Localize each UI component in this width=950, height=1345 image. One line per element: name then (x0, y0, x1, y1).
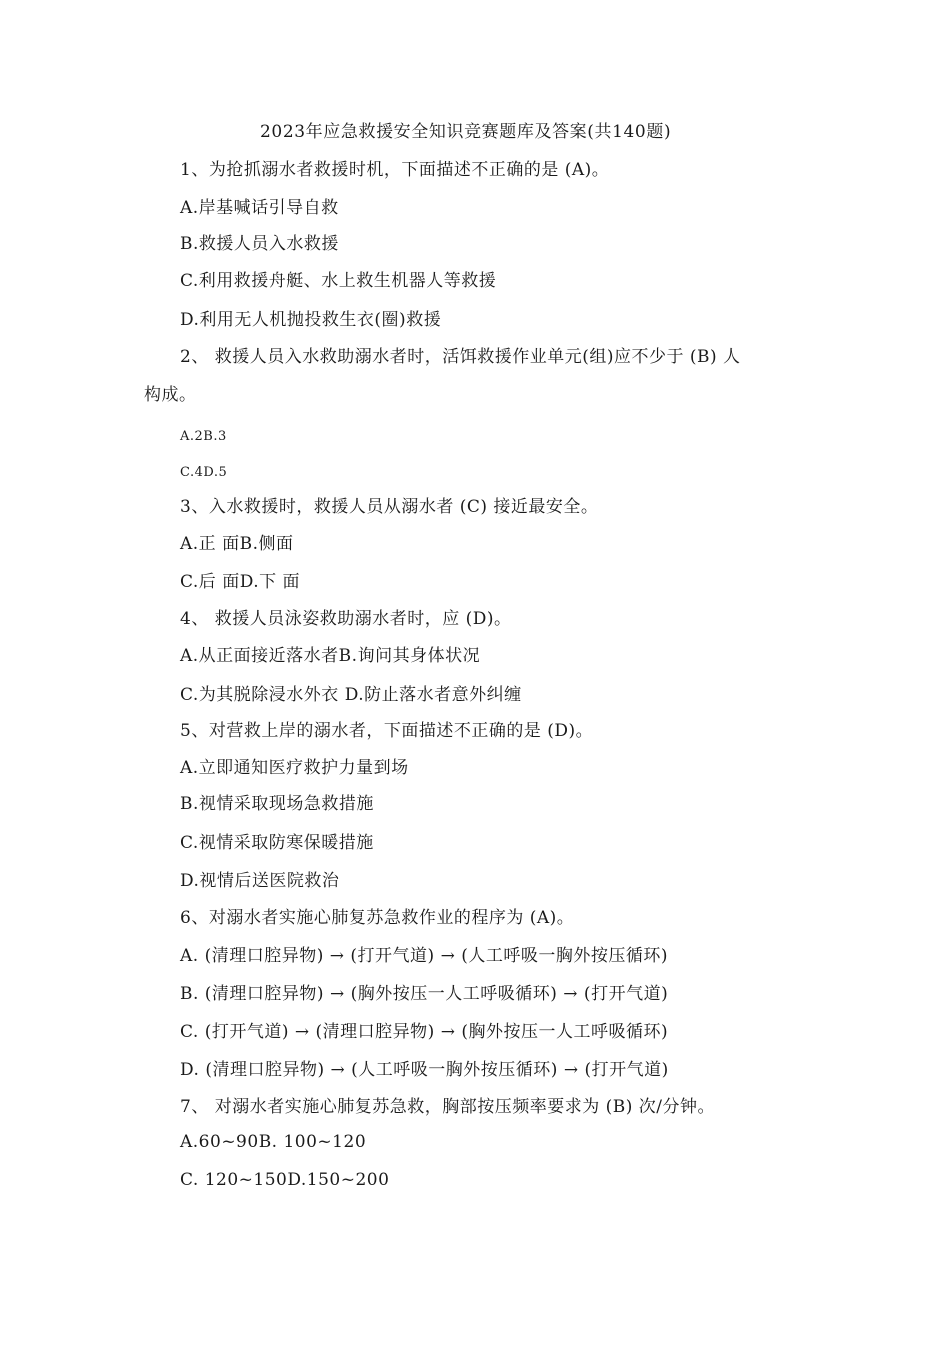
question-7-options-cd: C. 120~150D.150~200 (180, 1170, 390, 1190)
question-5-stem: 5、对营救上岸的溺水者，下面描述不正确的是 (D)。 (180, 721, 594, 741)
question-4-options-cd: C.为其脱除浸水外衣 D.防止落水者意外纠缠 (180, 685, 522, 705)
question-1-option-d: D.利用无人机抛投救生衣(圈)救援 (180, 310, 442, 330)
question-3-stem: 3、入水救援时，救援人员从溺水者 (C) 接近最安全。 (180, 497, 599, 517)
question-1-option-b: B.救援人员入水救援 (180, 234, 339, 254)
question-2-options-ab: A.2B.3 (180, 429, 227, 444)
question-2-options-cd: C.4D.5 (180, 465, 228, 480)
question-6-option-d: D. (清理口腔异物) → (人工呼吸一胸外按压循环) → (打开气道) (180, 1060, 669, 1080)
question-4-options-ab: A.从正面接近落水者B.询问其身体状况 (180, 646, 481, 666)
question-1-option-c: C.利用救援舟艇、水上救生机器人等救援 (180, 271, 497, 291)
question-4-stem: 4、 救援人员泳姿救助溺水者时，应 (D)。 (180, 609, 512, 629)
question-7-stem: 7、 对溺水者实施心肺复苏急救，胸部按压频率要求为 (B) 次/分钟。 (180, 1097, 716, 1117)
question-5-option-c: C.视情采取防寒保暖措施 (180, 833, 374, 853)
question-5-option-a: A.立即通知医疗救护力量到场 (180, 758, 409, 778)
question-5-option-d: D.视情后送医院救治 (180, 871, 340, 891)
question-6-option-b: B. (清理口腔异物) → (胸外按压一人工呼吸循环) → (打开气道) (180, 984, 669, 1004)
question-3-options-ab: A.正 面B.侧面 (180, 534, 294, 554)
question-1-option-a: A.岸基喊话引导自救 (180, 198, 339, 218)
question-6-stem: 6、对溺水者实施心肺复苏急救作业的程序为 (A)。 (180, 908, 575, 928)
question-7-options-ab: A.60~90B. 100~120 (180, 1132, 367, 1152)
document-title: 2023年应急救援安全知识竞赛题库及答案(共140题) (260, 122, 672, 142)
question-5-option-b: B.视情采取现场急救措施 (180, 794, 374, 814)
question-6-option-c: C. (打开气道) → (清理口腔异物) → (胸外按压一人工呼吸循环) (180, 1022, 669, 1042)
question-6-option-a: A. (清理口腔异物) → (打开气道) → (人工呼吸一胸外按压循环) (180, 946, 668, 966)
question-2-stem-line1: 2、 救援人员入水救助溺水者时，活饵救援作业单元(组)应不少于 (B) 人 (180, 347, 741, 367)
question-3-options-cd: C.后 面D.下 面 (180, 572, 301, 592)
question-1-stem: 1、为抢抓溺水者救援时机，下面描述不正确的是 (A)。 (180, 160, 610, 180)
question-2-stem-line2: 构成。 (144, 385, 197, 405)
